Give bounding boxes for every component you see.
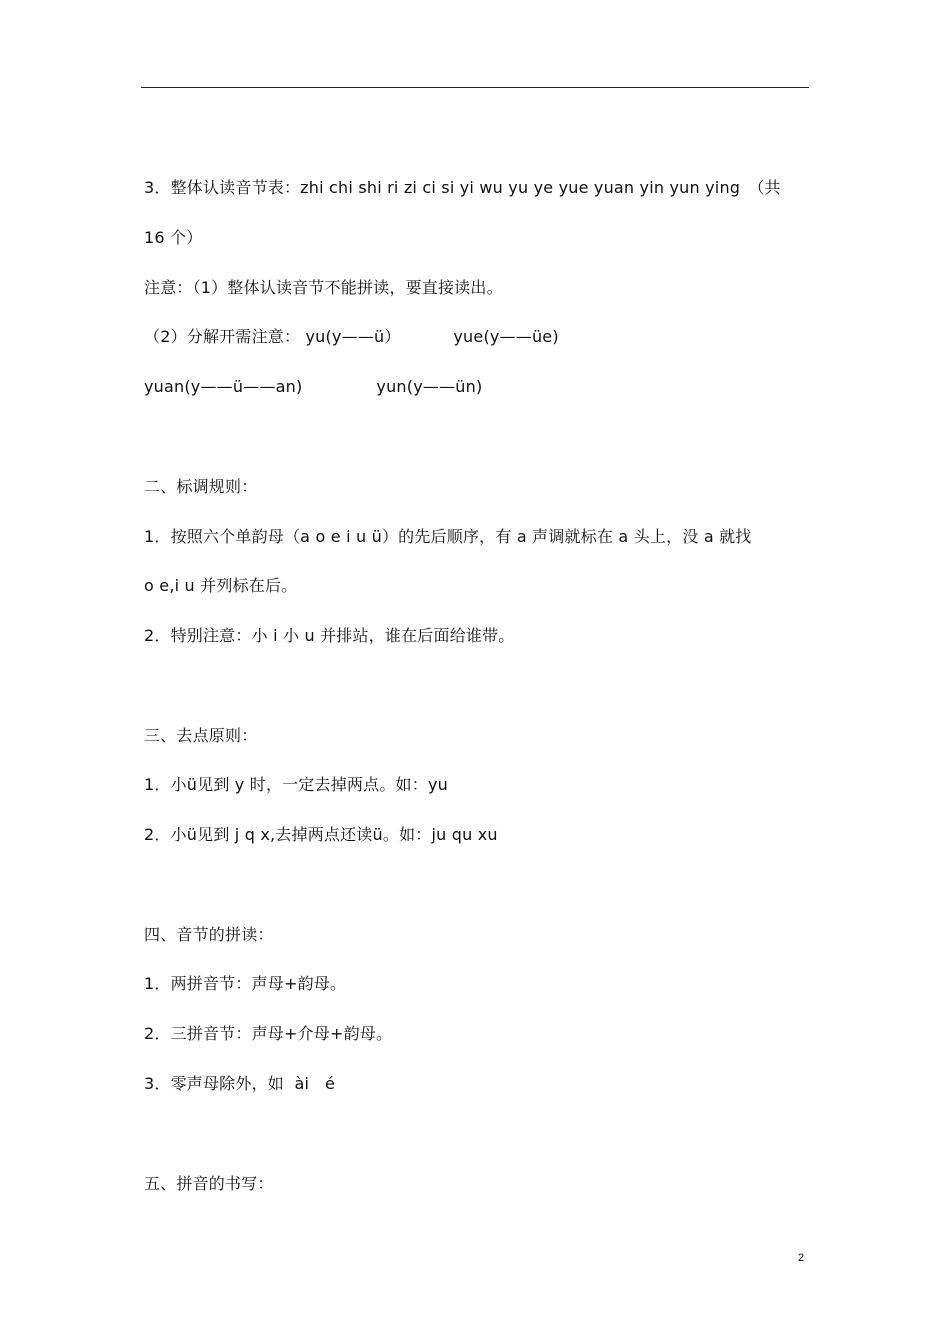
syllables-note-1: 注意：（1）整体认读音节不能拼读，要直接读出。 <box>144 278 503 297</box>
spelling-heading: 四、音节的拼读： <box>144 925 274 944</box>
dot-rule-2: 2．小ü见到 j q x,去掉两点还读ü。如：ju qu xu <box>144 825 498 844</box>
syllables-note-3: yuan(y——ü——an) yun(y——ün) <box>144 377 483 396</box>
syllables-note-2: （2）分解开需注意： yu(y——ü） yue(y——üe) <box>144 327 559 346</box>
tone-rule-1-line-2: o e,i u 并列标在后。 <box>144 576 298 595</box>
dot-rule-1: 1．小ü见到 y 时，一定去掉两点。如：yu <box>144 775 448 794</box>
spelling-rule-3: 3．零声母除外，如 ài é <box>144 1074 336 1093</box>
tone-rule-2: 2．特别注意：小 i 小 u 并排站，谁在后面给谁带。 <box>144 626 515 645</box>
header-rule <box>141 87 809 88</box>
syllables-line-2: 16 个） <box>144 228 203 247</box>
page-number: 2 <box>798 1252 805 1264</box>
tone-rules-heading: 二、标调规则： <box>144 477 258 496</box>
tone-rule-1-line-1: 1．按照六个单韵母（a o e i u ü）的先后顺序，有 a 声调就标在 a 头上，没 a 就找 <box>144 527 752 546</box>
writing-heading: 五、拼音的书写： <box>144 1174 274 1193</box>
dot-rules-heading: 三、去点原则： <box>144 726 258 745</box>
spelling-rule-1: 1．两拼音节：声母+韵母。 <box>144 974 347 993</box>
syllables-line-1: 3．整体认读音节表：zhi chi shi ri zi ci si yi wu yu ye yue yuan yin yun ying （共 <box>144 178 781 197</box>
spelling-rule-2: 2．三拼音节：声母+介母+韵母。 <box>144 1024 393 1043</box>
